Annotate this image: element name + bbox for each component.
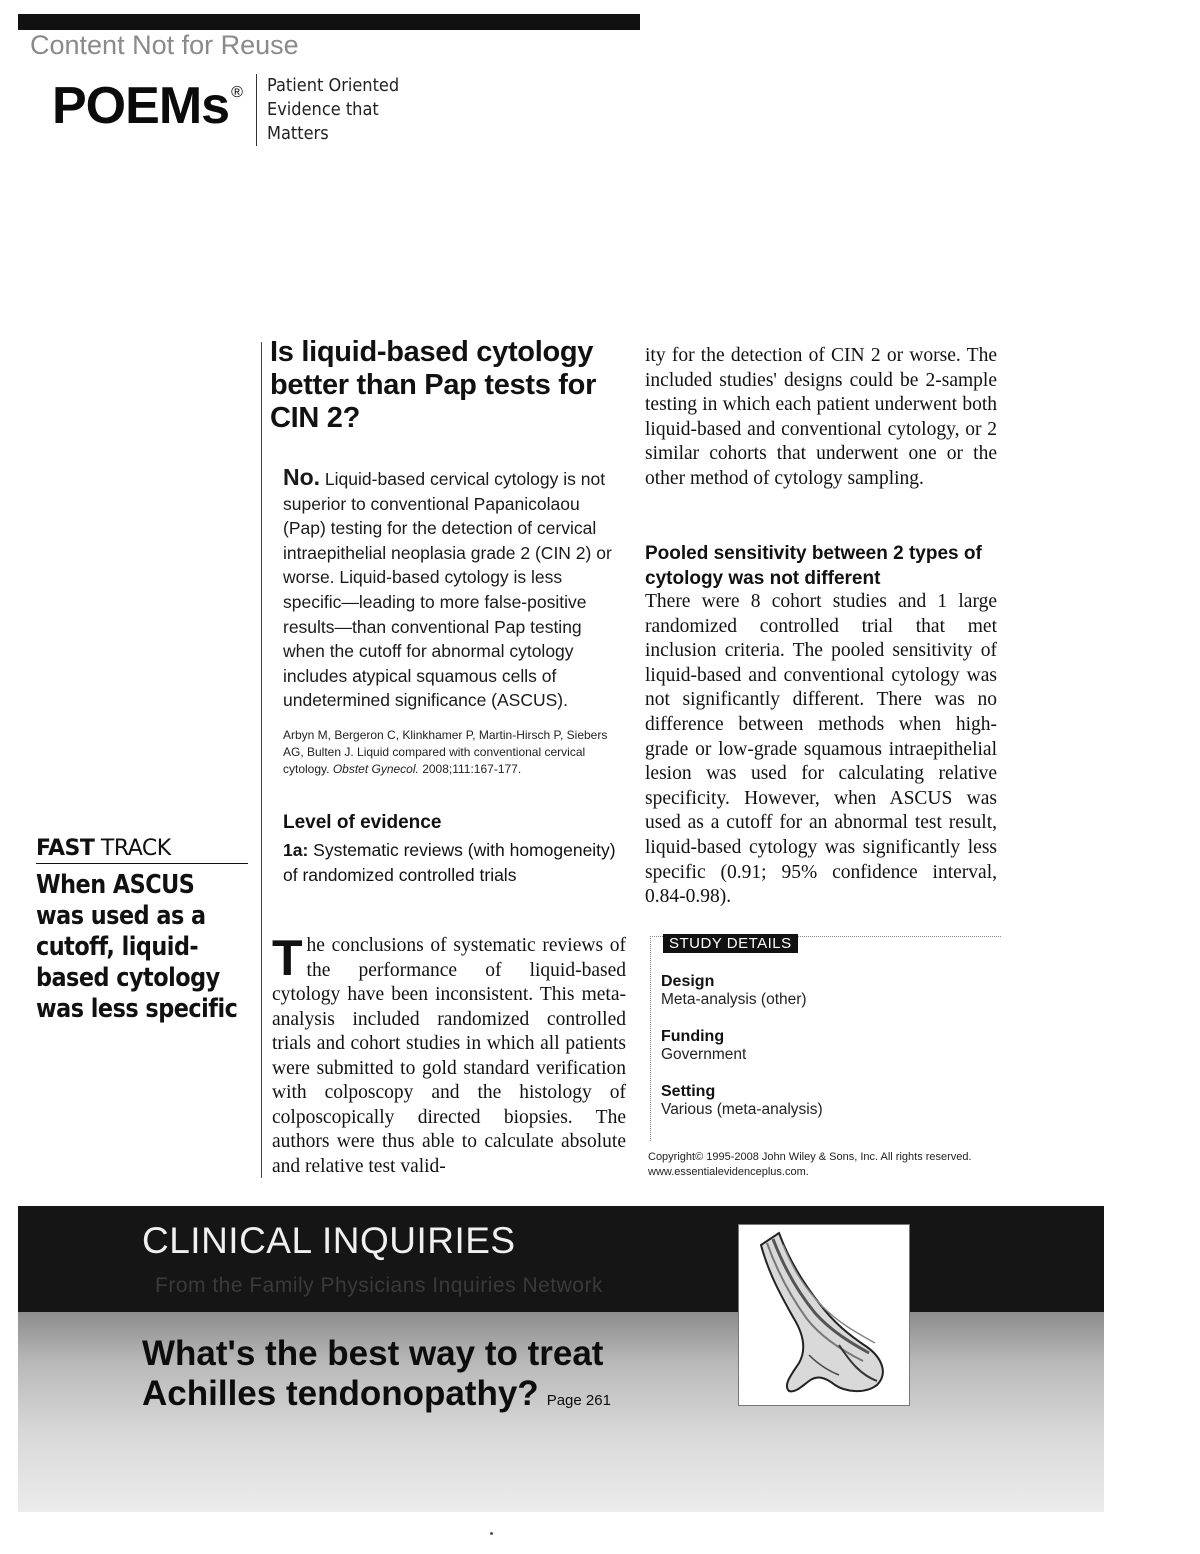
study-detail-value: Various (meta-analysis) bbox=[661, 1101, 823, 1118]
section-subheading: Pooled sensitivity between 2 types of cytology was not different bbox=[645, 543, 982, 589]
column-rule bbox=[261, 342, 262, 1178]
citation-rest: 2008;111:167-177. bbox=[418, 762, 522, 776]
tagline-line: Matters bbox=[267, 123, 329, 144]
achilles-foot-illustration bbox=[738, 1224, 910, 1406]
fast-track-label bbox=[36, 836, 248, 864]
watermark: Content Not for Reuse bbox=[30, 30, 299, 60]
body-text-right-2: There were 8 cohort studies and 1 large randomized controlled trial that met inclusion criteria. The pooled sensitivity of liquid-based and conventional cytology was not significantly different. There was no difference between methods when high-grade or low-grade squamous intraepithelial lesion was used for calculating relative specificity. However, when ASCUS was used as a cutoff for an abnormal test result, liquid-based cytology was significantly less specific (0.91; 95% confidence interval, 0.84-0.98). bbox=[645, 591, 997, 908]
citation-authors: Arbyn M, Bergeron C, Klinkhamer P, Martin-Hirsch P, Siebers AG, Bulten J. Liquid compared with conventional cervical cytology. bbox=[283, 728, 608, 776]
top-rule bbox=[18, 14, 640, 30]
poems-divider bbox=[256, 74, 257, 146]
fast-track-sidebar bbox=[36, 836, 248, 1025]
fast-track-label-bold: FAST bbox=[36, 836, 95, 861]
citation bbox=[283, 727, 623, 778]
clinical-inquiries-subtitle: From the Family Physicians Inquiries Network bbox=[155, 1274, 603, 1297]
body-left-text: he conclusions of systematic reviews of the performance of liquid-based cytology have been inconsistent. This meta-analysis included randomized controlled trials and cohort studies in which all patients were submitted to gold standard verification with colposcopy and the histology of colposcopically directed biopsies. The authors were thus able to calculate absolute and relative test valid- bbox=[272, 935, 626, 1177]
body-text-right: ity for the detection of CIN 2 or worse. The included studies' designs could be 2-sample testing in which each patient underwent both liquid-based and conventional cytology, or 2 similar cohorts that underwent one or the other method of cytology sampling. bbox=[645, 345, 997, 489]
level-of-evidence-text bbox=[283, 838, 623, 887]
level-code: 1a: bbox=[283, 840, 309, 860]
poems-logo-text: POEMs bbox=[52, 77, 230, 135]
citation-journal: Obstet Gynecol. bbox=[332, 762, 419, 776]
bottom-line bbox=[283, 465, 621, 713]
page-reference: Page 261 bbox=[546, 1392, 611, 1409]
bottom-line-lead: No. bbox=[283, 464, 321, 490]
question-text: What's the best way to treat Achilles tendonopathy? bbox=[142, 1334, 604, 1413]
bottom-line-text: Liquid-based cervical cytology is not superior to conventional Papanicolaou (Pap) testing for the detection of cervical intraepithelial neoplasia grade 2 (CIN 2) or worse. Liquid-based cytology is less specific—leading to more false-positive results—than conventional Pap testing when the cutoff for abnormal cytology includes atypical squamous cells of undetermined significance (ASCUS). bbox=[283, 469, 612, 711]
poems-tagline bbox=[267, 74, 399, 146]
study-detail-value: Government bbox=[661, 1046, 747, 1063]
fast-track-text: When ASCUS was used as a cutoff, liquid-based cytology was less specific bbox=[36, 870, 238, 1024]
stray-mark bbox=[490, 1532, 493, 1535]
study-detail-label: Funding bbox=[661, 1028, 725, 1045]
study-detail-label: Design bbox=[661, 973, 715, 990]
clinical-inquiries-question[interactable] bbox=[142, 1334, 742, 1421]
study-detail-setting bbox=[661, 1083, 823, 1119]
drop-cap: T bbox=[272, 930, 303, 986]
poems-logo bbox=[52, 76, 242, 136]
study-details-title: STUDY DETAILS bbox=[663, 934, 798, 953]
copyright-notice: Copyright© 1995-2008 John Wiley & Sons, Inc. All rights reserved. www.essentialevidenceplus.com. bbox=[648, 1151, 972, 1178]
body-text-left bbox=[272, 930, 626, 1179]
study-detail-value: Meta-analysis (other) bbox=[661, 991, 807, 1008]
tagline-line: Evidence that bbox=[267, 99, 379, 120]
foot-anatomy-icon bbox=[739, 1225, 909, 1405]
fast-track-label-rest: TRACK bbox=[94, 836, 171, 861]
tagline-line: Patient Oriented bbox=[267, 75, 400, 96]
study-detail-funding bbox=[661, 1028, 746, 1064]
study-detail-design bbox=[661, 973, 807, 1009]
level-of-evidence-heading: Level of evidence bbox=[283, 812, 442, 833]
level-description: Systematic reviews (with homogeneity) of randomized controlled trials bbox=[283, 840, 616, 885]
study-detail-label: Setting bbox=[661, 1083, 716, 1100]
article-headline: Is liquid-based cytology better than Pap tests for CIN 2? bbox=[270, 336, 597, 434]
registered-mark: ® bbox=[231, 84, 242, 101]
clinical-inquiries-title: CLINICAL INQUIRIES bbox=[142, 1220, 516, 1261]
